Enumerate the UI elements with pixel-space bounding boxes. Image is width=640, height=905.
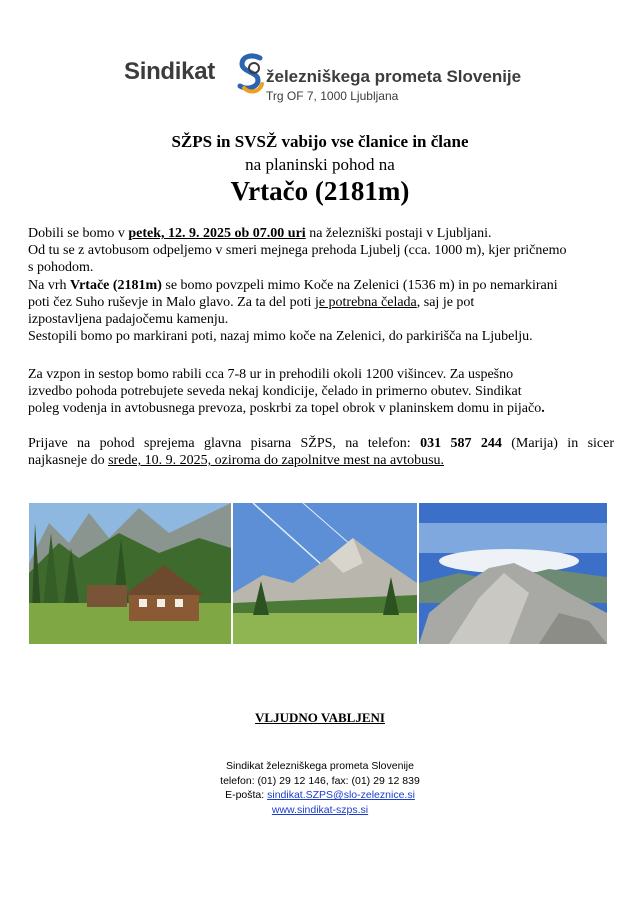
registration-deadline: srede, 10. 9. 2025, oziroma do zapolnitve mest na avtobusu.	[108, 453, 445, 469]
footer-email-line	[0, 788, 640, 803]
logo-wordmark: Sindikat	[124, 58, 215, 85]
title-line-1	[0, 132, 640, 152]
text-line	[28, 452, 614, 469]
text-span: Prijave na pohod sprejema glavna pisarna SŽPS, na telefon:	[28, 436, 421, 451]
text-span: .	[541, 401, 545, 417]
text-line	[28, 225, 614, 242]
footer-org: Sindikat železniškega prometa Slovenije	[226, 760, 414, 772]
text-line: izpostavljena padajočemu kamenju.	[28, 312, 229, 328]
text-span: poleg vodenja in avtobusnega prevoza, poskrbi za topel obrok v planinskem domu in pijačo	[28, 401, 542, 417]
text-line	[28, 294, 614, 311]
footer-email-label: E-pošta:	[225, 789, 268, 801]
paragraph-meeting	[28, 225, 614, 345]
invite-heading: VLJUDNO VABLJENI	[255, 710, 385, 725]
text-span: na železniški postaji v Ljubljani.	[305, 226, 492, 241]
text-line: s pohodom.	[28, 260, 94, 276]
text-span: poti čez Suho ruševje in Malo glavo. Za ta del poti	[28, 294, 315, 310]
footer-phones: telefon: (01) 29 12 146, fax: (01) 29 12 839	[220, 774, 420, 787]
photo-mountain-hut	[29, 503, 231, 644]
text-line	[28, 400, 614, 417]
text-line	[28, 277, 614, 294]
contact-phone: 031 587 244	[420, 436, 502, 451]
text-span: (Marija) in sicer	[501, 436, 615, 451]
logo-s-icon	[234, 52, 266, 96]
text-line: Za vzpon in sestop bomo rabili cca 7-8 ur in prehodili okoli 1200 višincev. Za uspešno	[28, 367, 514, 382]
text-line: izvedbo pohoda potrebujete seveda nekaj kondicije, čelado in primerno obutev. Sindikat	[28, 384, 522, 400]
title-line-2: na planinski pohod na	[245, 155, 395, 174]
footer	[0, 759, 640, 817]
photo-rocky-ridge	[419, 503, 607, 644]
peak-name-inline: Vrtače (2181m)	[70, 277, 162, 293]
text-span: Na vrh	[28, 277, 70, 293]
footer-web-line	[0, 803, 640, 818]
text-line	[28, 435, 614, 452]
paragraph-details	[28, 366, 614, 418]
text-line: Od tu se z avtobusom odpeljemo v smeri mejnega prehoda Ljubelj (cca. 1000 m), kjer pričnemo	[28, 243, 567, 259]
text-span: , saj je pot	[416, 294, 475, 310]
text-span: Dobili se bomo v	[28, 226, 129, 241]
logo-org-name: železniškega prometa Slovenije	[266, 67, 522, 86]
text-span: se bomo povzpeli mimo Koče na Zelenici (1536 m) in po nemarkirani	[161, 277, 558, 293]
website-link[interactable]: www.sindikat-szps.si	[271, 803, 369, 816]
photo-vrtaca-peak	[233, 503, 417, 644]
paragraph-registration	[28, 435, 614, 469]
logo-address: Trg OF 7, 1000 Ljubljana	[266, 89, 399, 103]
text-span: najkasneje do	[28, 453, 109, 469]
text-line: Sestopili bomo po markirani poti, nazaj mimo koče na Zelenici, do parkirišča na Ljubelju.	[28, 329, 533, 345]
helmet-required: je potrebna čelada	[314, 294, 417, 310]
title-line-1-text: SŽPS in SVSŽ vabijo vse članice in člane	[171, 132, 469, 151]
email-link[interactable]: sindikat.SZPS@slo-zeleznice.si	[267, 789, 415, 801]
meeting-date: petek, 12. 9. 2025 ob 07.00 uri	[128, 226, 306, 241]
peak-title: Vrtačo (2181m)	[230, 176, 410, 206]
